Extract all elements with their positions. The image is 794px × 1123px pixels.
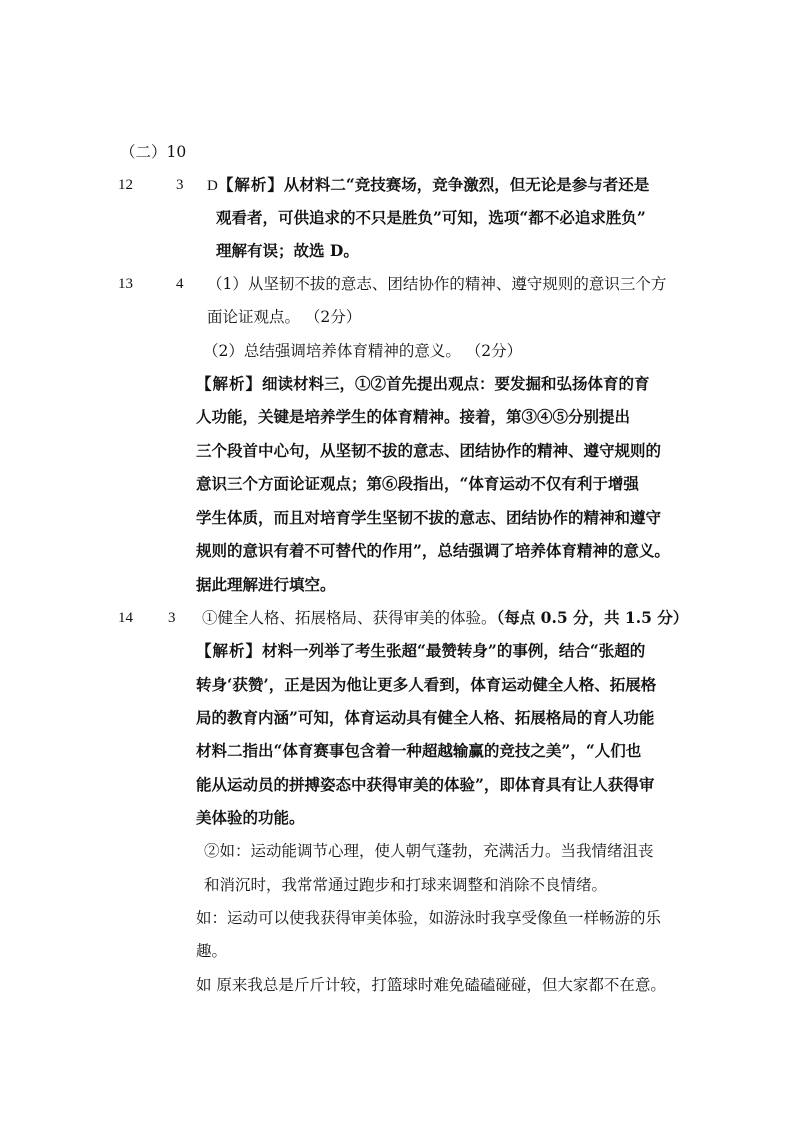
q13-analysis-line: 意识三个方面论证观点；第⑥段指出，“体育运动不仅有利于增强 xyxy=(196,474,639,493)
section-header: （二）10 xyxy=(120,143,187,161)
q14-example-line: 如 原来我总是斤斤计较，打篮球时难免磕磕碰碰，但大家都不在意。 xyxy=(196,976,666,994)
q14-example-line: 趣。 xyxy=(196,942,228,960)
q14-score: 3 xyxy=(168,610,176,626)
q13-analysis-line: 据此理解进行填空。 xyxy=(196,575,336,594)
q13-analysis-line xyxy=(196,374,650,394)
q13-analysis-line: 学生体质，而且对培育学生坚韧不拔的意志、团结协作的精神和遵守 xyxy=(196,508,662,527)
q14-number: 14 xyxy=(118,610,133,626)
q12-answer: D xyxy=(207,178,218,194)
q14-analysis-line: 能从运动员的拼搏姿态中获得审美的体验”，即体育具有让人获得审 xyxy=(196,775,655,794)
q12-analysis-line: 理解有误；故选 D。 xyxy=(216,241,359,260)
q13-analysis-line: 人功能，关键是培养学生的体育精神。接着，第③④⑤分别提出 xyxy=(196,407,631,426)
q14-answer-score: （每点 0.5 分，共 1.5 分） xyxy=(496,608,689,627)
q12-number: 12 xyxy=(118,177,133,193)
q12-analysis-line: 观看者，可供追求的不只是胜负”可知，选项“都不必追求胜负” xyxy=(216,208,646,227)
q14-answer-line xyxy=(202,608,688,628)
q12-answer-line xyxy=(207,175,649,196)
q14-analysis-tag: 【解析】 xyxy=(196,641,263,660)
q13-analysis-tag: 【解析】 xyxy=(196,374,263,393)
q13-answer-line: （1）从坚韧不拔的意志、团结协作的精神、遵守规则的意识三个方 xyxy=(207,275,667,293)
q14-analysis-line xyxy=(196,641,645,661)
q13-answer-line: （2）总结强调培养体育精神的意义。 （2分） xyxy=(203,342,523,360)
q13-score: 4 xyxy=(176,276,184,292)
q14-analysis-line: 美体验的功能。 xyxy=(196,808,305,827)
q14-example-line: ②如：运动能调节心理，使人朝气蓬勃，充满活力。当我情绪沮丧 xyxy=(204,842,654,860)
q14-analysis-text: 材料一列举了考生张超“最赞转身”的事例，结合“张超的 xyxy=(262,641,646,660)
q14-example-line: 如：运动可以使我获得审美体验，如游泳时我享受像鱼一样畅游的乐 xyxy=(196,909,662,927)
q12-score: 3 xyxy=(176,177,184,193)
q14-analysis-line: 局的教育内涵”可知，体育运动具有健全人格、拓展格局的育人功能 xyxy=(196,708,655,727)
q13-answer-line: 面论证观点。 （2分） xyxy=(207,308,362,326)
q12-analysis-tag: 【解析】 xyxy=(217,175,284,194)
q13-number: 13 xyxy=(118,276,133,292)
q14-answer-text: ①健全人格、拓展格局、获得审美的体验。 xyxy=(202,609,497,627)
q14-analysis-line: 转身‘获赞’，正是因为他让更多人看到，体育运动健全人格、拓展格 xyxy=(196,675,657,694)
q14-example-line: 和消沉时，我常常通过跑步和打球来调整和消除不良情绪。 xyxy=(204,876,608,894)
q14-analysis-line: 材料二指出“体育赛事包含着一种超越输赢的竞技之美”，“人们也 xyxy=(196,741,642,760)
q13-analysis-line: 三个段首中心句，从坚韧不拔的意志、团结协作的精神、遵守规则的 xyxy=(196,441,662,460)
q13-analysis-text: 细读材料三，①②首先提出观点：要发掘和弘扬体育的育 xyxy=(262,374,650,393)
q13-analysis-line: 规则的意识有着不可替代的作用”，总结强调了培养体育精神的意义。 xyxy=(196,541,670,560)
q12-analysis-line: 从材料二“竞技赛场，竞争激烈，但无论是参与者还是 xyxy=(283,175,650,194)
